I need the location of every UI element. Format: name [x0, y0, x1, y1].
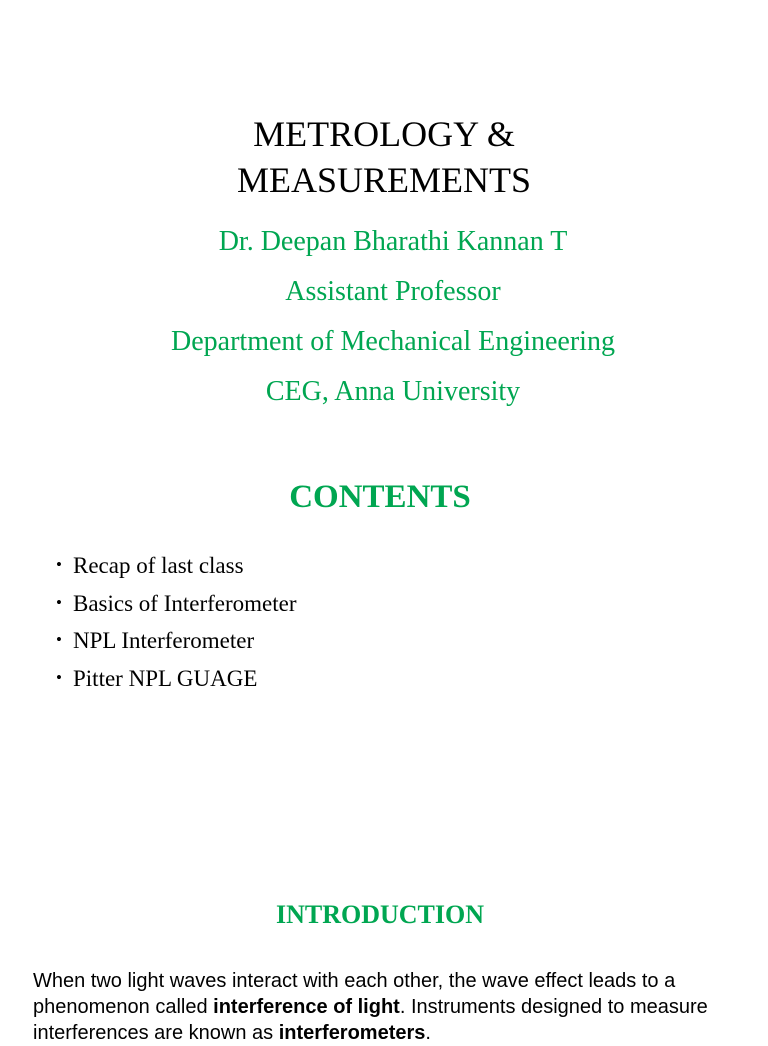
- contents-item-label: Recap of last class: [73, 553, 244, 578]
- contents-list: [56, 548, 297, 698]
- bullet-icon: •: [56, 555, 62, 574]
- title-line-2: MEASUREMENTS: [236, 160, 532, 200]
- bullet-icon: •: [56, 630, 62, 649]
- bullet-icon: •: [56, 592, 62, 612]
- contents-item-label: NPL Interferometer: [73, 628, 255, 653]
- bullet-icon: •: [56, 667, 62, 687]
- contents-item: [56, 548, 297, 586]
- contents-item: [56, 661, 297, 699]
- author-department: Department of Mechanical Engineering: [171, 326, 615, 357]
- intro-bold-term-2: interferometers: [278, 1022, 426, 1044]
- intro-text-part-1: When two light waves interact with each other, the wave effect leads to a phenomenon called: [33, 970, 676, 1018]
- document-title: [0, 111, 768, 203]
- contents-item-label: Pitter NPL GUAGE: [73, 665, 258, 691]
- intro-text-part-3: .: [425, 1022, 431, 1044]
- author-name: Dr. Deepan Bharathi Kannan T: [218, 226, 568, 257]
- contents-heading: CONTENTS: [289, 479, 471, 515]
- intro-bold-term-1: interference of light: [213, 996, 400, 1018]
- intro-text-part-2: . Instruments designed to measure interferences are known as: [33, 996, 708, 1044]
- introduction-paragraph: [33, 968, 753, 1046]
- contents-item: [56, 586, 297, 624]
- author-institution: CEG, Anna University: [265, 376, 521, 407]
- title-line-1: METROLOGY &: [253, 114, 515, 154]
- contents-item-label: Basics of Interferometer: [73, 590, 297, 616]
- contents-item: [56, 623, 297, 661]
- introduction-heading: INTRODUCTION: [275, 900, 485, 929]
- author-position: Assistant Professor: [285, 276, 501, 307]
